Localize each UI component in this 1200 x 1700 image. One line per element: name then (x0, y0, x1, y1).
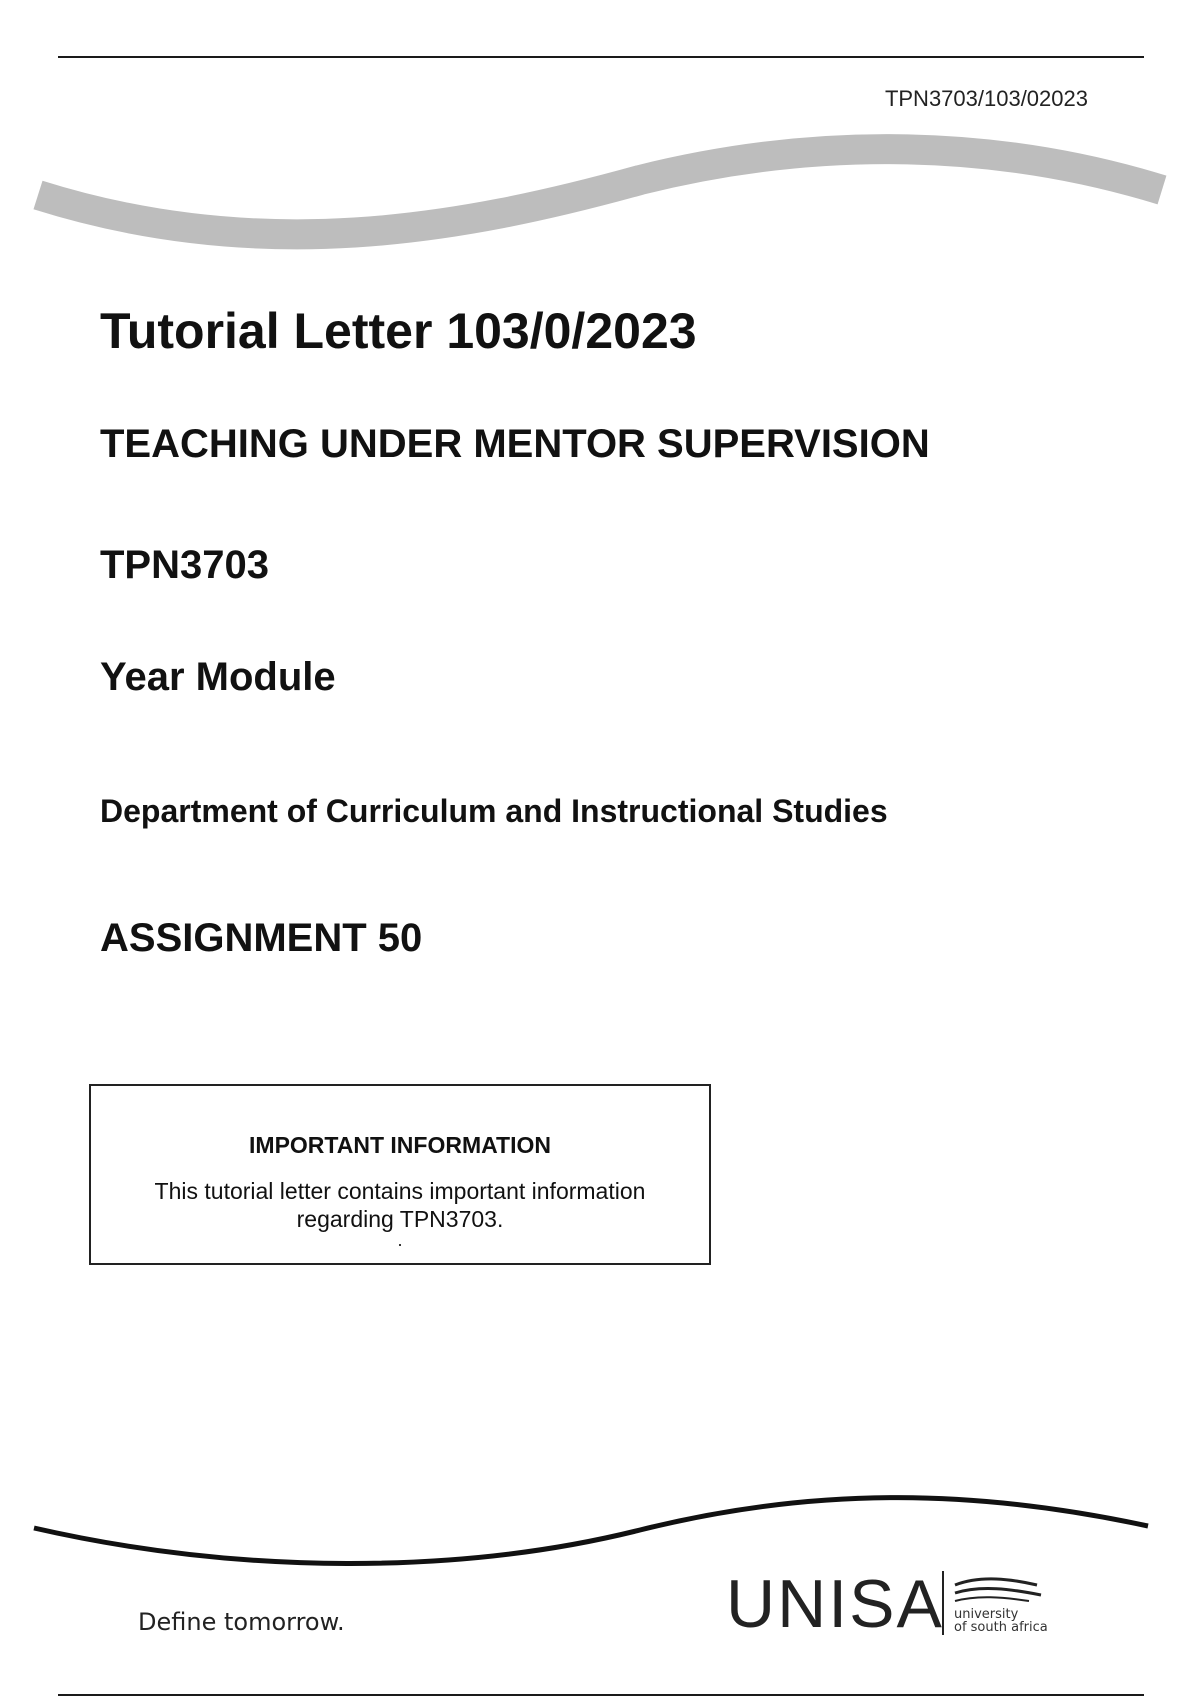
reference-code: TPN3703/103/02023 (884, 86, 1088, 111)
info-body: This tutorial letter contains important information regarding TPN3703. (154, 1178, 646, 1232)
tagline: Define tomorrow. (138, 1608, 345, 1636)
bottom-black-wave (34, 1498, 1148, 1564)
bottom-rule (58, 1694, 1144, 1696)
module-code: TPN3703 (100, 543, 269, 587)
module-name: TEACHING UNDER MENTOR SUPERVISION (100, 422, 930, 466)
info-heading: IMPORTANT INFORMATION (249, 1132, 551, 1158)
logo-sub-line1: university (954, 1607, 1019, 1622)
important-info-box (89, 1084, 711, 1265)
module-type: Year Module (100, 655, 336, 699)
info-trailing-mark: . (397, 1230, 403, 1250)
logo-sub-line2: of south africa (954, 1620, 1048, 1635)
page-title: Tutorial Letter 103/0/2023 (100, 303, 697, 359)
logo-wordmark: UNISA (726, 1566, 944, 1642)
department-name: Department of Curriculum and Instructional Studies (100, 793, 888, 829)
logo-subtext (954, 1608, 1048, 1634)
top-gray-wave (38, 149, 1162, 234)
assignment-label: ASSIGNMENT 50 (100, 916, 423, 960)
